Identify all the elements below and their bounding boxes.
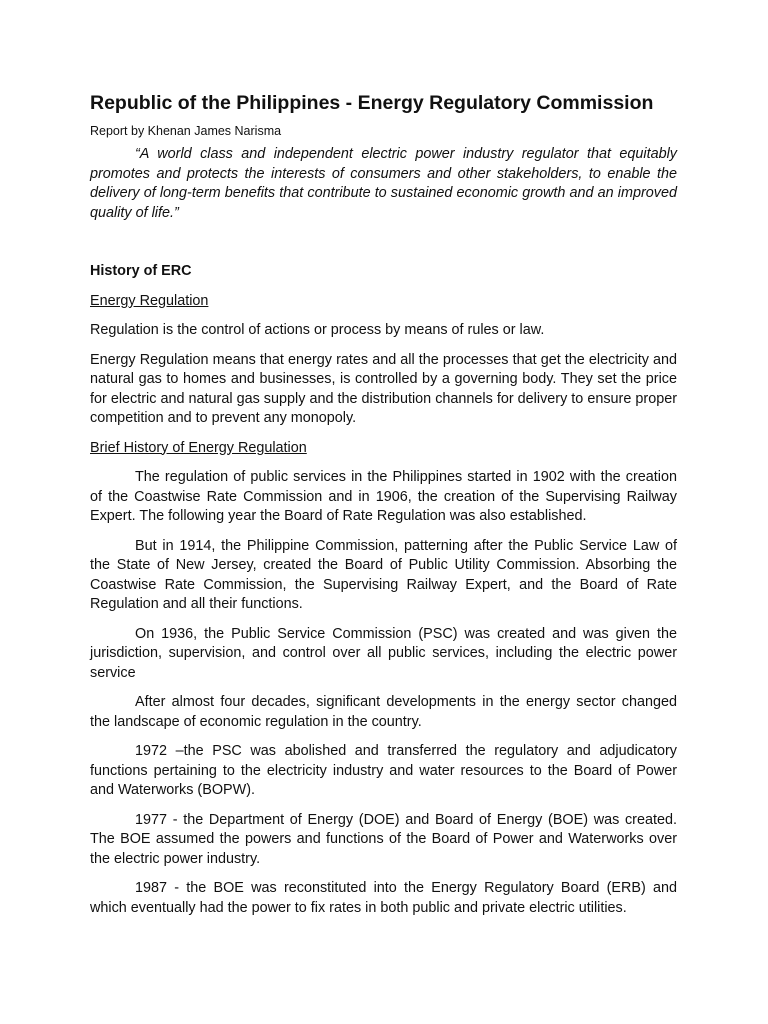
energy-regulation-heading: Energy Regulation (90, 292, 209, 309)
history-paragraph-1972: 1972 –the PSC was abolished and transferred the regulatory and adjudicatory functions pertaining to the electricity industry and water resources to the Board of Power and Waterworks (BOPW). (90, 743, 677, 798)
regulation-definition-paragraph: Regulation is the control of actions or process by means of rules or law. (90, 322, 545, 338)
energy-regulation-paragraph: Energy Regulation means that energy rates and all the processes that get the electricity and natural gas to homes and businesses, is controlled by a governing body. They set the price for electric and natural gas supply and the distribution channels for delivery to ensure proper competition and to prevent any monopoly. (90, 351, 677, 426)
history-paragraph-four-decades: After almost four decades, significant developments in the energy sector changed the landscape of economic regulation in the country. (90, 694, 677, 730)
history-paragraph-1987: 1987 - the BOE was reconstituted into the Energy Regulatory Board (ERB) and which eventually had the power to fix rates in both public and private electric utilities. (90, 880, 677, 916)
history-paragraph-1902: The regulation of public services in the Philippines started in 1902 with the creation of the Coastwise Rate Commission and in 1906, the creation of the Supervising Railway Expert. The following year the Board of Rate Regulation was also established. (90, 469, 677, 524)
vision-quote: “A world class and independent electric power industry regulator that equitably promotes and protects the interests of consumers and other stakeholders, to enable the delivery of long-term benefits that contribute to sustained economic growth and an improved quality of life.” (90, 146, 677, 221)
history-paragraph-1914: But in 1914, the Philippine Commission, patterning after the Public Service Law of the State of New Jersey, created the Board of Public Utility Commission. Absorbing the Coastwise Rate Commission, the Supervising Railway Expert, and the Board of Rate Regulation and all their functions. (90, 537, 677, 612)
brief-history-heading: Brief History of Energy Regulation (90, 439, 307, 456)
history-heading: History of ERC (90, 263, 192, 279)
document-page (90, 88, 677, 928)
history-paragraph-1936: On 1936, the Public Service Commission (PSC) was created and was given the jurisdiction, supervision, and control over all public services, including the electric power service (90, 625, 677, 681)
document-title: Republic of the Philippines - Energy Regulatory Commission (90, 92, 654, 114)
history-paragraph-1977: 1977 - the Department of Energy (DOE) and Board of Energy (BOE) was created. The BOE assumed the powers and functions of the Board of Power and Waterworks over the electric power industry. (90, 811, 677, 867)
report-byline: Report by Khenan James Narisma (90, 124, 282, 138)
